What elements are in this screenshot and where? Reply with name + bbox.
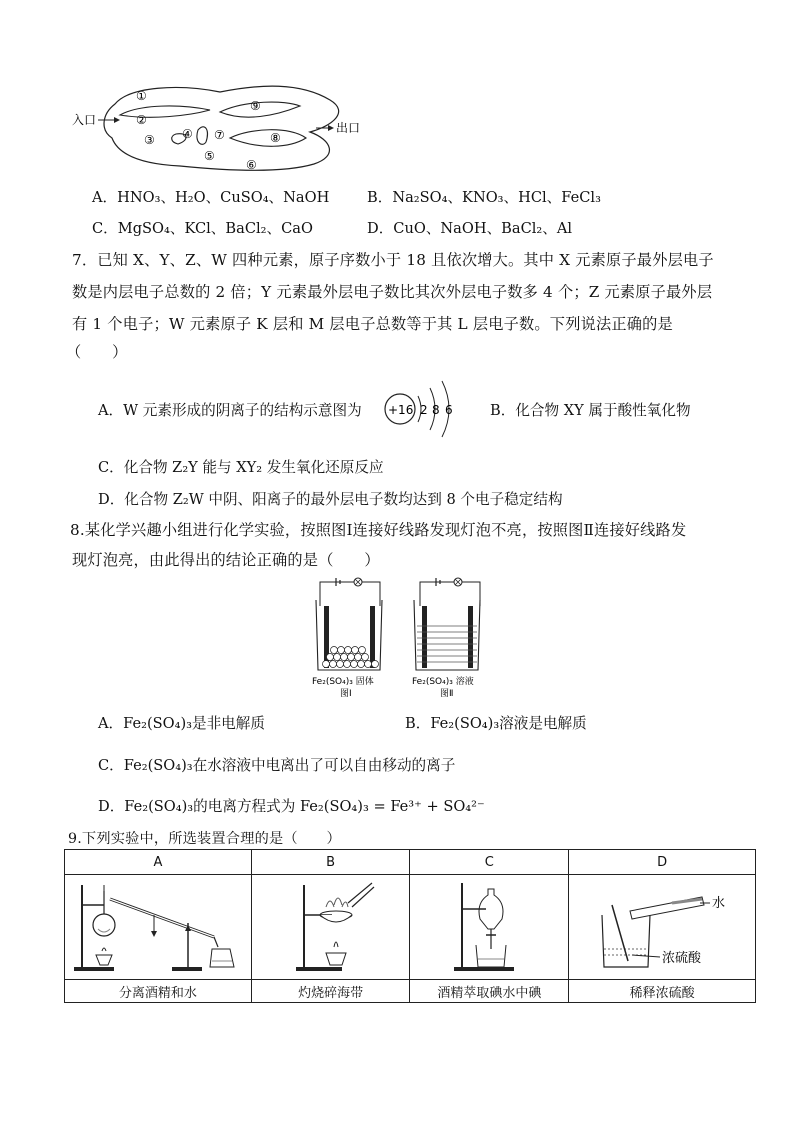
col-header-b: B xyxy=(251,850,410,875)
q7-option-c: C．化合物 Z₂Y 能与 XY₂ 发生氧化还原反应 xyxy=(98,459,384,476)
q8-option-d: D．Fe₂(SO₄)₃的电离方程式为 Fe₂(SO₄)₃ = Fe³⁺ + SO₄²⁻ xyxy=(98,798,485,815)
maze-exit-label: 出口 xyxy=(336,121,361,135)
shell-count-3: 6 xyxy=(445,403,453,417)
fig2-label: Fe₂(SO₄)₃ 溶液 xyxy=(412,677,474,687)
q7-option-b: B．化合物 XY 属于酸性氧化物 xyxy=(490,402,691,419)
col-header-a: A xyxy=(65,850,252,875)
q7-stem-line-1: 7．已知 X、Y、Z、W 四种元素，原子序数小于 18 且依次增大。其中 X 元素原子最外层电子 xyxy=(72,251,714,269)
q7-stem-line-3: 有 1 个电子；W 元素原子 K 层和 M 层电子总数等于其 L 层电子数。下列说法正确的是 xyxy=(72,315,673,333)
q9-stem: 9.下列实验中，所选装置合理的是（ ） xyxy=(68,831,341,847)
q6-option-a: A．HNO₃、H₂O、CuSO₄、NaOH xyxy=(92,189,330,206)
caption-a: 分离酒精和水 xyxy=(65,980,252,1003)
q6-option-b: B．Na₂SO₄、KNO₃、HCl、FeCl₃ xyxy=(367,189,601,206)
q6-option-c: C．MgSO₄、KCl、BaCl₂、CaO xyxy=(92,220,313,237)
q8-option-b: B．Fe₂(SO₄)₃溶液是电解质 xyxy=(405,715,587,732)
maze-marker-6: ⑥ xyxy=(246,158,257,172)
q7-option-d: D．化合物 Z₂W 中阴、阳离子的最外层电子数均达到 8 个电子稳定结构 xyxy=(98,491,563,508)
fig1-title: 图Ⅰ xyxy=(340,689,352,699)
q8-option-c: C．Fe₂(SO₄)₃在水溶液中电离出了可以自由移动的离子 xyxy=(98,757,456,774)
q8-stem-line-1: 8.某化学兴趣小组进行化学实验，按照图Ⅰ连接好线路发现灯泡不亮，按照图Ⅱ连接好线路发 xyxy=(70,521,687,539)
maze-marker-2: ② xyxy=(136,113,147,127)
maze-marker-8: ⑧ xyxy=(270,131,281,145)
maze-inner-1 xyxy=(120,106,210,117)
fig1-label: Fe₂(SO₄)₃ 固体 xyxy=(312,677,374,687)
apparatus-table xyxy=(64,849,756,1003)
col-header-d: D xyxy=(569,850,756,875)
maze-inner-4 xyxy=(230,130,306,147)
maze-marker-7: ⑦ xyxy=(214,128,225,142)
col-header-c: C xyxy=(410,850,569,875)
apparatus-distillation xyxy=(65,875,252,980)
maze-marker-1: ① xyxy=(136,89,147,103)
caption-c: 酒精萃取碘水中碘 xyxy=(410,980,569,1003)
q6-option-d: D．CuO、NaOH、BaCl₂、Al xyxy=(367,220,573,237)
maze-entrance-label: 入口 xyxy=(72,113,97,127)
q8-stem-line-2: 现灯泡亮，由此得出的结论正确的是（ ） xyxy=(72,551,380,569)
q7-stem-line-2: 数是内层电子总数的 2 倍；Y 元素最外层电子数比其次外层电子数多 4 个；Z 元素原子最外层 xyxy=(72,283,713,301)
caption-d: 稀释浓硫酸 xyxy=(569,980,756,1003)
maze-inner-3 xyxy=(197,127,208,145)
maze-marker-4: ④ xyxy=(182,127,193,141)
maze-marker-5: ⑤ xyxy=(204,149,215,163)
fig2-title: 图Ⅱ xyxy=(440,689,454,699)
nucleus-charge: +16 xyxy=(388,403,414,417)
q8-option-a: A．Fe₂(SO₄)₃是非电解质 xyxy=(98,715,265,732)
apparatus-separatory-funnel xyxy=(410,875,569,980)
label-water: 水 xyxy=(712,896,726,911)
maze-diagram xyxy=(70,82,370,174)
apparatus-dilution xyxy=(569,875,756,980)
apparatus-evaporating-dish xyxy=(251,875,410,980)
sulfide-ion-diagram xyxy=(380,378,470,440)
label-conc-acid: 浓硫酸 xyxy=(662,951,702,966)
q7-answer-blank: （ ） xyxy=(66,343,128,361)
q7-option-a: A．W 元素形成的阴离子的结构示意图为 xyxy=(98,402,362,419)
maze-marker-3: ③ xyxy=(144,133,155,147)
shell-count-2: 8 xyxy=(432,403,440,417)
maze-marker-9: ⑨ xyxy=(250,99,261,113)
shell-count-1: 2 xyxy=(420,403,428,417)
caption-b: 灼烧碎海带 xyxy=(251,980,410,1003)
conductivity-experiment-figure xyxy=(300,574,500,702)
